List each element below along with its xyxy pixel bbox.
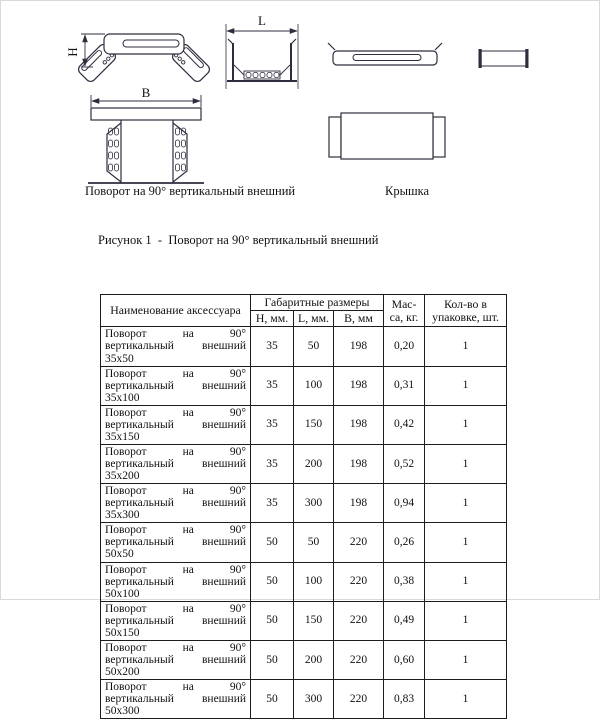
dim-b-label: B <box>141 85 151 100</box>
value-qty: 1 <box>425 444 507 483</box>
value-l: 50 <box>294 327 334 366</box>
value-b: 198 <box>334 366 384 405</box>
table-row <box>101 601 507 640</box>
accessory-name: Поворот на 90° вертикальный внешний 50x200 <box>101 640 251 679</box>
value-qty: 1 <box>425 562 507 601</box>
value-qty: 1 <box>425 640 507 679</box>
table-row <box>101 366 507 405</box>
table-row <box>101 484 507 523</box>
cover-plan-view <box>329 113 445 159</box>
spec-table-header <box>101 295 507 327</box>
accessory-name: Поворот на 90° вертикальный внешний 35x150 <box>101 405 251 444</box>
value-h: 35 <box>251 405 294 444</box>
value-b: 198 <box>334 405 384 444</box>
value-b: 220 <box>334 680 384 719</box>
value-l: 300 <box>294 680 334 719</box>
value-mass: 0,49 <box>384 601 425 640</box>
value-mass: 0,94 <box>384 484 425 523</box>
accessory-name: Поворот на 90° вертикальный внешний 35x200 <box>101 444 251 483</box>
value-qty: 1 <box>425 601 507 640</box>
cover-caption: Крышка <box>385 184 430 198</box>
value-b: 220 <box>334 640 384 679</box>
spec-table <box>100 294 507 719</box>
value-b: 198 <box>334 484 384 523</box>
cover-end-view <box>479 49 529 68</box>
col-header-h: Н, мм. <box>251 311 294 327</box>
value-h: 35 <box>251 366 294 405</box>
value-h: 50 <box>251 640 294 679</box>
col-header-qty: Кол-во в упаковке, шт. <box>425 295 507 327</box>
value-mass: 0,42 <box>384 405 425 444</box>
table-row <box>101 562 507 601</box>
value-l: 300 <box>294 484 334 523</box>
value-b: 220 <box>334 562 384 601</box>
table-body <box>101 327 507 719</box>
accessory-name: Поворот на 90° вертикальный внешний 50x150 <box>101 601 251 640</box>
table-row <box>101 523 507 562</box>
value-mass: 0,83 <box>384 680 425 719</box>
value-mass: 0,38 <box>384 562 425 601</box>
accessory-name: Поворот на 90° вертикальный внешний 50x300 <box>101 680 251 719</box>
col-header-b: В, мм <box>334 311 384 327</box>
col-header-l: L, мм. <box>294 311 334 327</box>
bend-caption: Поворот на 90° вертикальный внешний <box>85 184 296 198</box>
value-mass: 0,26 <box>384 523 425 562</box>
dim-h-label: H <box>65 47 80 57</box>
value-qty: 1 <box>425 523 507 562</box>
value-h: 35 <box>251 327 294 366</box>
bend-plan-view <box>88 85 204 183</box>
value-h: 35 <box>251 444 294 483</box>
value-h: 50 <box>251 680 294 719</box>
value-l: 100 <box>294 562 334 601</box>
accessory-name: Поворот на 90° вертикальный внешний 35x100 <box>101 366 251 405</box>
value-mass: 0,60 <box>384 640 425 679</box>
accessory-name: Поворот на 90° вертикальный внешний 35x50 <box>101 327 251 366</box>
value-qty: 1 <box>425 405 507 444</box>
accessory-name: Поворот на 90° вертикальный внешний 50x50 <box>101 523 251 562</box>
value-qty: 1 <box>425 484 507 523</box>
table-row <box>101 640 507 679</box>
value-mass: 0,52 <box>384 444 425 483</box>
col-header-mass: Мас-са, кг. <box>384 295 425 327</box>
col-header-dims-group: Габаритные размеры <box>251 295 384 311</box>
col-header-name: Наименование аксессуара <box>101 295 251 327</box>
table-row <box>101 680 507 719</box>
value-qty: 1 <box>425 366 507 405</box>
value-l: 150 <box>294 405 334 444</box>
value-b: 198 <box>334 444 384 483</box>
value-l: 200 <box>294 444 334 483</box>
value-b: 220 <box>334 523 384 562</box>
value-qty: 1 <box>425 327 507 366</box>
bend-front-view <box>65 34 212 84</box>
accessory-name: Поворот на 90° вертикальный внешний 35x300 <box>101 484 251 523</box>
table-row <box>101 327 507 366</box>
figure-caption: Рисунок 1 - Поворот на 90° вертикальный внешний <box>98 233 379 247</box>
value-h: 50 <box>251 523 294 562</box>
cover-profile-view <box>328 43 442 65</box>
value-h: 35 <box>251 484 294 523</box>
value-qty: 1 <box>425 680 507 719</box>
value-mass: 0,31 <box>384 366 425 405</box>
value-l: 100 <box>294 366 334 405</box>
bend-section-view <box>226 13 298 89</box>
value-mass: 0,20 <box>384 327 425 366</box>
value-b: 198 <box>334 327 384 366</box>
dim-l-label: L <box>258 13 266 28</box>
value-b: 220 <box>334 601 384 640</box>
value-h: 50 <box>251 562 294 601</box>
table-row <box>101 405 507 444</box>
table-row <box>101 444 507 483</box>
value-h: 50 <box>251 601 294 640</box>
accessory-name: Поворот на 90° вертикальный внешний 50x100 <box>101 562 251 601</box>
value-l: 200 <box>294 640 334 679</box>
value-l: 50 <box>294 523 334 562</box>
value-l: 150 <box>294 601 334 640</box>
